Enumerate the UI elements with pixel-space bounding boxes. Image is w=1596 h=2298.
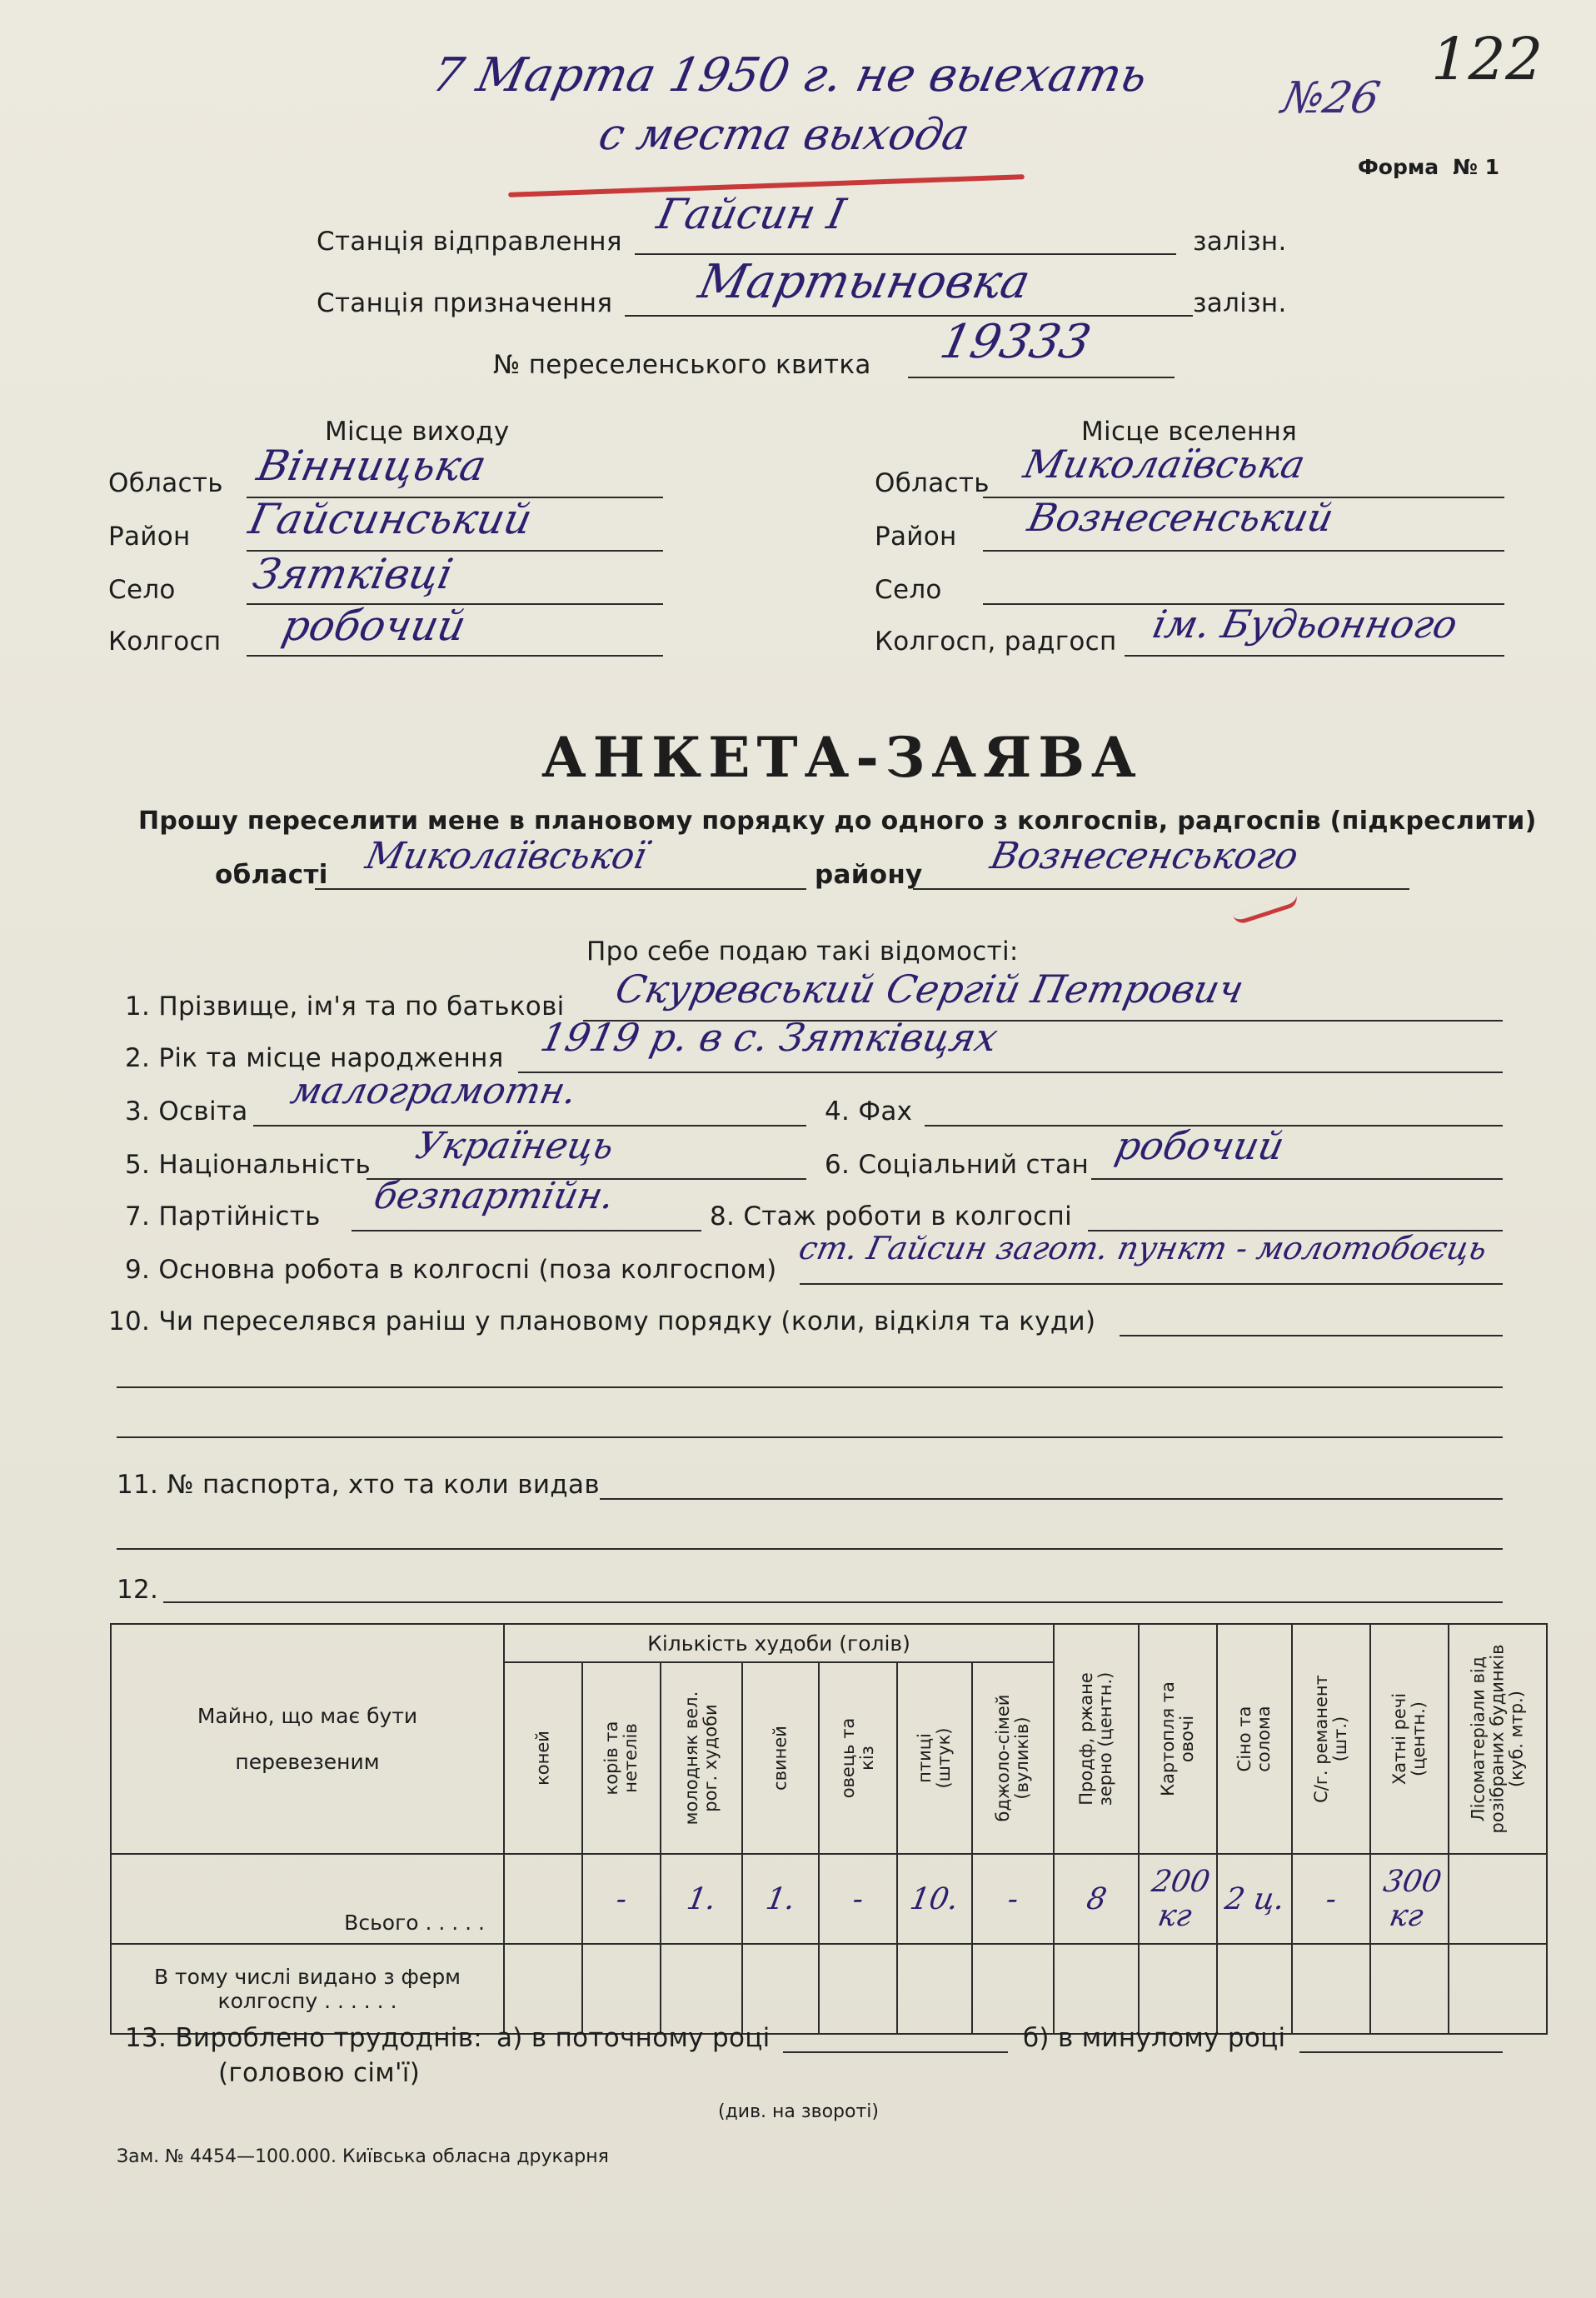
field-2-label: 2. Рік та місце народження — [125, 1043, 504, 1073]
footer-note: (див. на звороті) — [718, 2101, 879, 2122]
total-value-9: 2 ц. — [1221, 1881, 1288, 1916]
table-row-farm — [111, 1944, 1547, 2034]
dest-kolhosp-value: ім. Будьонного — [1149, 602, 1462, 647]
field-6-label: 6. Соціальний стан — [825, 1150, 1090, 1180]
field-8-label: 8. Стаж роботи в колгоспі — [710, 1201, 1073, 1231]
total-cell-5 — [897, 1854, 972, 1944]
workdays-current-line — [783, 2051, 1008, 2053]
archive-number: 122 — [1424, 25, 1550, 93]
dest-district-value: Вознесенський — [1024, 495, 1338, 540]
field-10-line-c — [117, 1436, 1503, 1438]
field-2-line — [518, 1072, 1503, 1073]
col-potato-text: Картопля та овочі — [1158, 1681, 1197, 1796]
origin-region-value: Вінницька — [252, 442, 491, 490]
origin-kolhosp-value: робочий — [277, 602, 471, 650]
total-cell-9 — [1217, 1854, 1292, 1944]
farm-cell-1 — [582, 1944, 661, 2034]
destination-rail-suffix: залізн. — [1193, 288, 1287, 318]
red-check-mark — [1233, 895, 1299, 926]
field-1-label: 1. Прізвище, ім'я та по батькові — [125, 992, 565, 1022]
col-header-grain — [1054, 1624, 1139, 1854]
col-horses-text: коней — [532, 1731, 553, 1786]
workdays-label: 13. Вироблено трудоднів: — [125, 2023, 483, 2053]
workdays-current-label: а) в поточному році — [496, 2023, 771, 2053]
col-pigs-text: свиней — [770, 1726, 791, 1791]
total-value-7: 8 — [1083, 1881, 1110, 1916]
ticket-label: № переселенського квитка — [493, 350, 871, 380]
ticket-value: 19333 — [935, 315, 1096, 369]
dest-kolhosp-line — [1125, 655, 1504, 657]
request-text: Прошу переселити мене в плановому порядку до одного з колгоспів, радгоспів (підкреслити) — [138, 807, 1537, 836]
destination-station-label: Станція призначення — [317, 288, 613, 318]
dest-region-value: Миколаївська — [1020, 442, 1309, 487]
field-7-label: 7. Партійність — [125, 1201, 321, 1231]
farm-cell-11 — [1370, 1944, 1449, 2034]
total-cell-3 — [742, 1854, 819, 1944]
departure-station-value: Гайсин I — [652, 190, 850, 238]
field-6-value: робочий — [1111, 1123, 1289, 1168]
total-value-4: - — [850, 1881, 866, 1916]
field-12-line — [163, 1601, 1503, 1603]
col-header-lumber — [1449, 1624, 1547, 1854]
property-label-line1: Майно, що має бути — [197, 1704, 418, 1728]
total-value-10: - — [1323, 1881, 1339, 1916]
departure-rail-suffix: залізн. — [1193, 227, 1287, 257]
farm-cell-7 — [1054, 1944, 1139, 2034]
total-value-2: 1. — [684, 1881, 719, 1916]
top-annotation-line1: 7 Марта 1950 г. не выехать — [427, 48, 1153, 102]
total-value-11: 300 кг — [1380, 1865, 1444, 1933]
col-header-pigs — [742, 1662, 819, 1854]
about-heading: Про себе подаю такі відомості: — [586, 937, 1019, 967]
origin-kolhosp-label: Колгосп — [108, 627, 222, 657]
field-10-line-b — [117, 1386, 1503, 1388]
col-header-horses — [504, 1662, 582, 1854]
dest-region-label: Область — [875, 468, 990, 498]
total-cell-8 — [1139, 1854, 1217, 1944]
form-title: АНКЕТА-ЗАЯВА — [541, 725, 1143, 790]
col-header-cows — [582, 1662, 661, 1854]
field-11-label: 11. № паспорта, хто та коли видав — [117, 1470, 600, 1500]
col-header-bees — [972, 1662, 1054, 1854]
farm-cell-0 — [504, 1944, 582, 2034]
farm-cell-2 — [661, 1944, 742, 2034]
total-value-6: - — [1005, 1881, 1021, 1916]
total-cell-12 — [1449, 1854, 1547, 1944]
field-5-value: Українець — [411, 1125, 618, 1167]
col-header-sheep — [819, 1662, 897, 1854]
row-farm-label: В тому числі видано з ферм колгоспу . . . . . . — [111, 1944, 504, 2034]
col-lumber-text: Лісоматеріали від розібраних будинків (куб. мтр.) — [1468, 1644, 1527, 1834]
total-cell-2 — [661, 1854, 742, 1944]
top-annotation-line2: с места выхода — [594, 110, 975, 160]
farm-cell-10 — [1292, 1944, 1370, 2034]
total-value-1: - — [613, 1881, 630, 1916]
request-region-line — [315, 888, 806, 890]
origin-region-label: Область — [108, 468, 223, 498]
dest-village-label: Село — [875, 575, 942, 605]
farm-cell-9 — [1217, 1944, 1292, 2034]
col-header-hay — [1217, 1624, 1292, 1854]
livestock-header: Кількість худоби (голів) — [504, 1624, 1054, 1662]
total-cell-6 — [972, 1854, 1054, 1944]
row-total-label: Всього . . . . . — [111, 1854, 504, 1944]
dest-district-label: Район — [875, 522, 957, 552]
form-number-value: № 1 — [1452, 155, 1500, 179]
destination-station-value: Мартыновка — [694, 255, 1035, 309]
total-cell-0 — [504, 1854, 582, 1944]
col-header-tools — [1292, 1624, 1370, 1854]
origin-village-value: Зятківці — [248, 550, 457, 598]
col-household-text: Хатні речі (центн.) — [1389, 1692, 1429, 1786]
col-sheep-text: овець та кіз — [838, 1717, 877, 1799]
col-header-potato — [1139, 1624, 1217, 1854]
field-11-line-b — [117, 1548, 1503, 1550]
farm-cell-12 — [1449, 1944, 1547, 2034]
dest-kolhosp-label: Колгосп, радгосп — [875, 627, 1117, 657]
total-cell-1 — [582, 1854, 661, 1944]
origin-district-label: Район — [108, 522, 191, 552]
origin-kolhosp-line — [247, 655, 663, 657]
farm-cell-8 — [1139, 1944, 1217, 2034]
farm-cell-3 — [742, 1944, 819, 2034]
departure-station-label: Станція відправлення — [317, 227, 622, 257]
origin-village-label: Село — [108, 575, 176, 605]
field-1-value: Скуревський Сергій Петрович — [611, 967, 1248, 1012]
workdays-previous-line — [1299, 2051, 1503, 2053]
field-3-label: 3. Освіта — [125, 1097, 248, 1127]
col-bees-text: бджоло-сімей (вуликів) — [993, 1694, 1032, 1822]
col-header-household — [1370, 1624, 1449, 1854]
request-district-line — [913, 888, 1409, 890]
request-district-label: району — [815, 860, 923, 890]
origin-heading: Місце виходу — [325, 417, 510, 447]
form-number-label — [1358, 155, 1499, 179]
property-label-cell — [111, 1624, 504, 1854]
workdays-previous-label: б) в минулому році — [1023, 2023, 1286, 2053]
field-10-line-a — [1120, 1335, 1503, 1336]
field-2-value: 1919 р. в с. Зятківцях — [536, 1015, 1002, 1060]
number-mark: №26 — [1277, 73, 1384, 123]
field-9-label: 9. Основна робота в колгоспі (поза колгоспом) — [125, 1255, 777, 1285]
field-5-label: 5. Національність — [125, 1150, 372, 1180]
field-12-label: 12. — [117, 1575, 159, 1605]
property-label-line2: перевезеним — [235, 1750, 380, 1774]
total-value-5: 10. — [907, 1881, 962, 1916]
total-cell-7 — [1054, 1854, 1139, 1944]
field-11-line-a — [600, 1498, 1503, 1500]
table-row-total — [111, 1854, 1547, 1944]
origin-district-value: Гайсинський — [244, 495, 536, 543]
farm-cell-5 — [897, 1944, 972, 2034]
dest-district-line — [983, 550, 1504, 552]
col-tools-text: С/г. реманент (шт.) — [1311, 1675, 1350, 1803]
form-number-text: Форма — [1358, 155, 1439, 179]
printer-line: Зам. № 4454—100.000. Київська обласна друкарня — [117, 2146, 609, 2167]
request-district-value: Вознесенського — [986, 835, 1303, 877]
total-value-8: 200 кг — [1149, 1865, 1213, 1933]
field-7-line — [352, 1230, 701, 1231]
field-4-label: 4. Фах — [825, 1097, 913, 1127]
request-region-label: області — [215, 860, 328, 890]
field-9-value: ст. Гайсин загот. пункт - молотобоєць — [796, 1230, 1491, 1266]
ticket-line — [908, 377, 1175, 378]
field-10-label: 10. Чи переселявся раніш у плановому порядку (коли, відкіля та куди) — [108, 1306, 1096, 1336]
col-header-poultry — [897, 1662, 972, 1854]
total-cell-10 — [1292, 1854, 1370, 1944]
dest-heading: Місце вселення — [1081, 417, 1298, 447]
total-cell-4 — [819, 1854, 897, 1944]
field-7-value: безпартійн. — [370, 1175, 619, 1217]
farm-cell-6 — [972, 1944, 1054, 2034]
total-value-3: 1. — [763, 1881, 798, 1916]
field-3-value: малограмотн. — [287, 1070, 581, 1112]
field-6-line — [1091, 1178, 1503, 1180]
workdays-sublabel: (головою сім'ї) — [218, 2058, 421, 2088]
field-9-line — [800, 1283, 1503, 1285]
col-young-cattle-text: молодняк вел. рог. худоби — [681, 1691, 721, 1826]
total-cell-11 — [1370, 1854, 1449, 1944]
property-table — [110, 1623, 1548, 2035]
col-header-young-cattle — [661, 1662, 742, 1854]
request-region-value: Миколаївської — [362, 835, 651, 877]
col-cows-text: корів та нетелів — [601, 1721, 641, 1796]
col-poultry-text: птиці (штук) — [915, 1727, 954, 1789]
col-hay-text: Сіно та солома — [1234, 1706, 1274, 1772]
col-grain-text: Продф, ржане зерно (центн.) — [1076, 1671, 1115, 1806]
farm-cell-4 — [819, 1944, 897, 2034]
destination-station-line — [625, 315, 1193, 317]
